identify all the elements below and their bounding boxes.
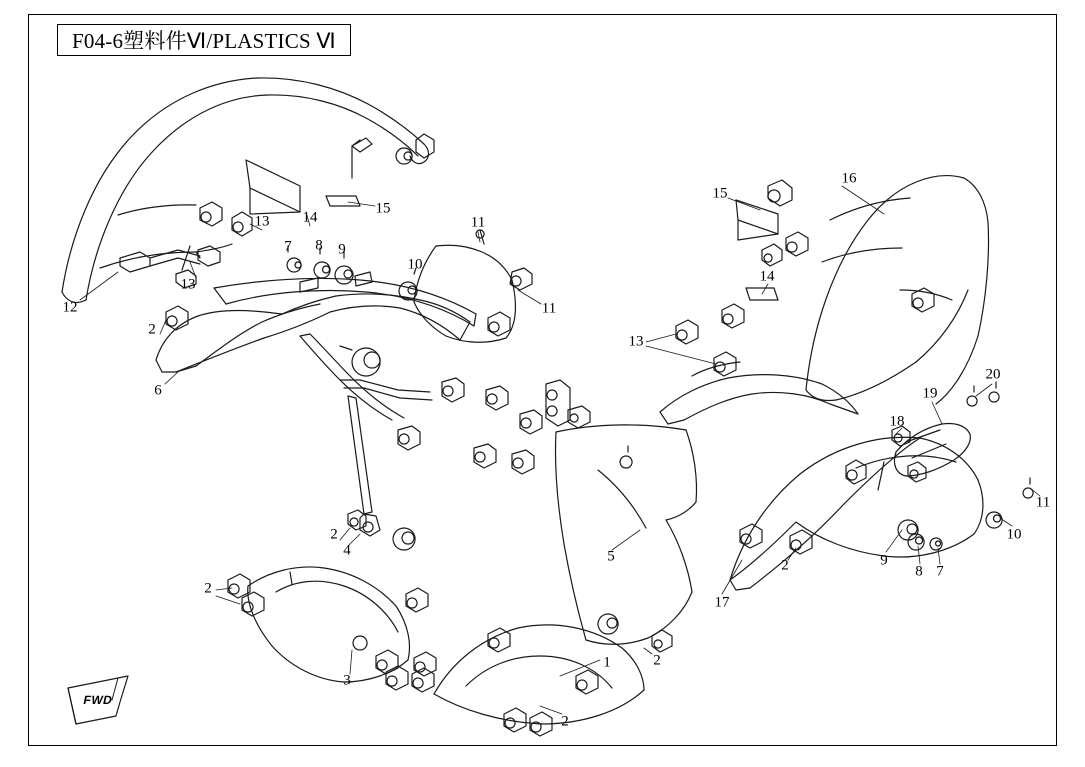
callout-2: 2 — [330, 526, 338, 543]
callout-8: 8 — [315, 237, 323, 254]
callout-5: 5 — [607, 548, 615, 565]
callout-12: 12 — [62, 299, 78, 316]
callout-10: 10 — [407, 256, 423, 273]
callout-2: 2 — [204, 580, 212, 597]
callout-11: 11 — [1035, 494, 1051, 511]
callout-8: 8 — [915, 563, 923, 580]
callout-2: 2 — [561, 713, 569, 730]
callout-2: 2 — [148, 321, 156, 338]
callout-7: 7 — [284, 238, 292, 255]
callout-9: 9 — [880, 552, 888, 569]
callout-13: 13 — [628, 333, 644, 350]
callout-1: 1 — [603, 654, 611, 671]
callout-13: 13 — [254, 213, 270, 230]
callout-9: 9 — [338, 241, 346, 258]
callout-2: 2 — [781, 557, 789, 574]
callout-4: 4 — [343, 542, 351, 559]
callout-6: 6 — [154, 382, 162, 399]
callout-7: 7 — [936, 563, 944, 580]
callout-15: 15 — [375, 200, 391, 217]
callout-3: 3 — [343, 672, 351, 689]
callout-15: 15 — [712, 185, 728, 202]
callout-17: 17 — [714, 594, 730, 611]
callout-20: 20 — [985, 366, 1001, 383]
callout-14: 14 — [302, 209, 318, 226]
fwd-direction-label: FWD — [82, 693, 114, 707]
page-title: F04-6塑料件Ⅵ/PLASTICS Ⅵ — [72, 29, 336, 53]
callout-16: 16 — [841, 170, 857, 187]
callout-19: 19 — [922, 385, 938, 402]
callout-14: 14 — [759, 268, 775, 285]
callout-13: 13 — [180, 276, 196, 293]
callout-18: 18 — [889, 413, 905, 430]
callout-10: 10 — [1006, 526, 1022, 543]
callout-11: 11 — [470, 214, 486, 231]
callout-11: 11 — [541, 300, 557, 317]
callout-2: 2 — [653, 652, 661, 669]
